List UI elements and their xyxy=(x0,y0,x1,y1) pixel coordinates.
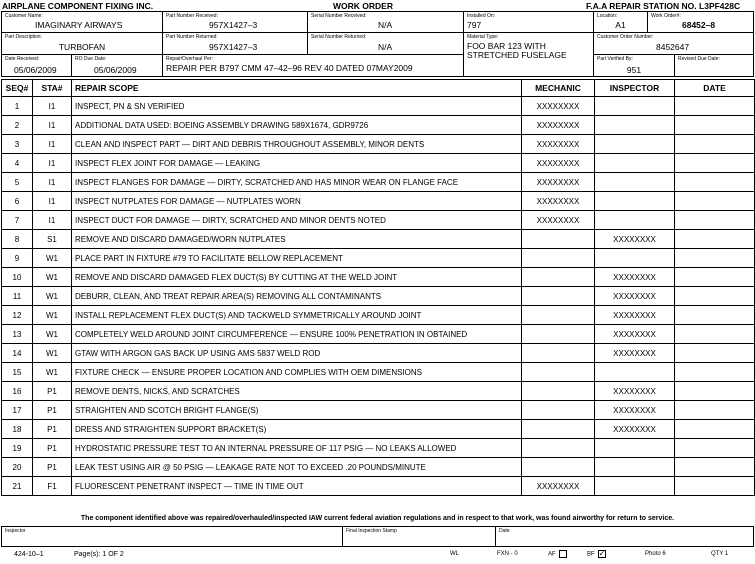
row-repair-scope: INSPECT DUCT FOR DAMAGE — DIRTY, SCRATCHED AND MINOR DENTS NOTED xyxy=(72,211,522,230)
table-row xyxy=(2,382,755,401)
row-inspector: XXXXXXXX xyxy=(595,287,675,306)
row-seq: 16 xyxy=(2,382,33,401)
row-mechanic xyxy=(522,249,595,268)
row-seq: 13 xyxy=(2,325,33,344)
qty-field: QTY 1 xyxy=(711,551,729,557)
sn-returned-value: N/A xyxy=(378,42,393,52)
row-repair-scope: CLEAN AND INSPECT PART — DIRT AND DEBRIS THROUGHOUT ASSEMBLY, MINOR DENTS xyxy=(72,135,522,154)
installed-on-box xyxy=(463,11,594,33)
row-date xyxy=(675,439,755,458)
table-row xyxy=(2,249,755,268)
material-type-value-line2: STRETCHED FUSELAGE xyxy=(467,50,567,60)
repair-per-label: Repair/Overhaul Per: xyxy=(166,56,213,62)
row-seq: 10 xyxy=(2,268,33,287)
installed-on-value: 797 xyxy=(467,20,482,30)
col-sta: STA# xyxy=(33,80,72,97)
row-sta: W1 xyxy=(33,325,72,344)
col-inspector: INSPECTOR xyxy=(595,80,675,97)
row-sta: W1 xyxy=(33,268,72,287)
table-row xyxy=(2,287,755,306)
row-seq: 5 xyxy=(2,173,33,192)
row-date xyxy=(675,363,755,382)
table-body xyxy=(2,97,755,496)
af-label: AF xyxy=(548,551,556,558)
row-repair-scope: REMOVE AND DISCARD DAMAGED/WORN NUTPLATES xyxy=(72,230,522,249)
row-inspector: XXXXXXXX xyxy=(595,306,675,325)
row-date xyxy=(675,154,755,173)
af-checkbox[interactable] xyxy=(559,550,567,558)
sn-received-box xyxy=(307,11,464,33)
row-mechanic xyxy=(522,382,595,401)
row-mechanic xyxy=(522,287,595,306)
row-sta: F1 xyxy=(33,477,72,496)
row-date xyxy=(675,477,755,496)
table-row xyxy=(2,439,755,458)
row-date xyxy=(675,230,755,249)
row-seq: 14 xyxy=(2,344,33,363)
table-header-row xyxy=(2,80,755,97)
sn-received-value: N/A xyxy=(378,20,393,30)
table-row xyxy=(2,230,755,249)
row-sta: I1 xyxy=(33,135,72,154)
row-mechanic xyxy=(522,401,595,420)
row-mechanic: XXXXXXXX xyxy=(522,135,595,154)
part-verified-box xyxy=(593,54,675,77)
customer-name-box xyxy=(1,11,163,33)
certification-statement: The component identified above was repaired/overhauled/inspected IAW current federal aviation regulations and in respect to that work, was found airworthy for return to service. xyxy=(80,515,675,522)
row-inspector xyxy=(595,154,675,173)
sn-returned-box xyxy=(307,32,464,55)
row-mechanic: XXXXXXXX xyxy=(522,477,595,496)
col-mechanic: MECHANIC xyxy=(522,80,595,97)
row-inspector xyxy=(595,211,675,230)
part-description-label: Part Description: xyxy=(5,34,42,40)
part-verified-value: 951 xyxy=(626,65,642,75)
pn-returned-value: 957X1427–3 xyxy=(209,42,258,52)
table-row xyxy=(2,173,755,192)
material-type-label: Material Type: xyxy=(467,34,499,40)
part-description-value: TURBOFAN xyxy=(58,42,106,52)
customer-order-label: Customer Order Number: xyxy=(597,34,654,40)
table-row xyxy=(2,344,755,363)
bf-label: BF xyxy=(587,551,595,558)
row-mechanic: XXXXXXXX xyxy=(522,97,595,116)
row-inspector: XXXXXXXX xyxy=(595,382,675,401)
location-value: A1 xyxy=(615,20,626,30)
row-seq: 21 xyxy=(2,477,33,496)
document-title: WORK ORDER xyxy=(333,1,393,11)
row-sta: W1 xyxy=(33,306,72,325)
row-sta: P1 xyxy=(33,458,72,477)
row-inspector xyxy=(595,173,675,192)
row-repair-scope: PLACE PART IN FIXTURE #79 TO FACILITATE BELLOW REPLACEMENT xyxy=(72,249,522,268)
col-repair-scope: REPAIR SCOPE xyxy=(72,80,522,97)
form-number: 424-10–1 xyxy=(14,551,44,558)
row-date xyxy=(675,401,755,420)
row-seq: 1 xyxy=(2,97,33,116)
repair-station-number: F.A.A REPAIR STATION NO. L3PF428C xyxy=(586,1,741,11)
row-inspector: XXXXXXXX xyxy=(595,268,675,287)
row-date xyxy=(675,382,755,401)
revised-due-label: Revised Due Date: xyxy=(678,56,720,62)
company-name: AIRPLANE COMPONENT FIXING INC. xyxy=(2,1,154,11)
row-seq: 6 xyxy=(2,192,33,211)
row-sta: I1 xyxy=(33,173,72,192)
row-date xyxy=(675,135,755,154)
ro-due-box xyxy=(71,54,163,77)
date-received-label: Date Received: xyxy=(5,56,40,62)
table-row xyxy=(2,268,755,287)
row-mechanic xyxy=(522,325,595,344)
row-sta: S1 xyxy=(33,230,72,249)
work-order-value: 68452–8 xyxy=(682,20,716,30)
row-date xyxy=(675,458,755,477)
signoff-date-label: Date xyxy=(499,528,510,534)
row-sta: I1 xyxy=(33,116,72,135)
page-count: Page(s): 1 OF 2 xyxy=(74,551,124,558)
table-row xyxy=(2,306,755,325)
row-repair-scope: COMPLETELY WELD AROUND JOINT CIRCUMFERENCE — ENSURE 100% PENETRATION IN OBTAINED xyxy=(72,325,522,344)
row-date xyxy=(675,249,755,268)
row-date xyxy=(675,192,755,211)
photo-field: Photo 6 xyxy=(645,551,666,557)
row-repair-scope: INSPECT FLANGES FOR DAMAGE — DIRTY, SCRATCHED AND HAS MINOR WEAR ON FLANGE FACE xyxy=(72,173,522,192)
revised-due-box xyxy=(674,54,754,77)
row-date xyxy=(675,268,755,287)
row-seq: 9 xyxy=(2,249,33,268)
sn-returned-label: Serial Number Returned: xyxy=(311,34,367,40)
row-date xyxy=(675,420,755,439)
row-mechanic: XXXXXXXX xyxy=(522,211,595,230)
row-date xyxy=(675,325,755,344)
row-inspector xyxy=(595,249,675,268)
table-row xyxy=(2,135,755,154)
row-inspector: XXXXXXXX xyxy=(595,401,675,420)
row-seq: 7 xyxy=(2,211,33,230)
table-row xyxy=(2,420,755,439)
customer-order-box xyxy=(593,32,754,55)
row-date xyxy=(675,287,755,306)
row-seq: 2 xyxy=(2,116,33,135)
table-row xyxy=(2,116,755,135)
location-label: Location: xyxy=(597,13,618,19)
row-sta: P1 xyxy=(33,439,72,458)
row-sta: P1 xyxy=(33,401,72,420)
row-inspector xyxy=(595,192,675,211)
table-row xyxy=(2,192,755,211)
row-mechanic: XXXXXXXX xyxy=(522,154,595,173)
row-sta: I1 xyxy=(33,154,72,173)
row-repair-scope: LEAK TEST USING AIR @ 50 PSIG — LEAKAGE RATE NOT TO EXCEED .20 POUNDS/MINUTE xyxy=(72,458,522,477)
row-inspector: XXXXXXXX xyxy=(595,420,675,439)
table-row xyxy=(2,325,755,344)
row-inspector: XXXXXXXX xyxy=(595,344,675,363)
work-order-box xyxy=(647,11,754,33)
row-repair-scope: GTAW WITH ARGON GAS BACK UP USING AMS 5837 WELD ROD xyxy=(72,344,522,363)
row-inspector xyxy=(595,135,675,154)
table-row xyxy=(2,363,755,382)
bf-field xyxy=(587,550,606,558)
date-received-box xyxy=(1,54,72,77)
row-repair-scope: INSPECT, PN & SN VERIFIED xyxy=(72,97,522,116)
row-inspector: XXXXXXXX xyxy=(595,230,675,249)
row-date xyxy=(675,344,755,363)
row-repair-scope: INSPECT FLEX JOINT FOR DAMAGE — LEAKING xyxy=(72,154,522,173)
row-date xyxy=(675,97,755,116)
row-inspector xyxy=(595,116,675,135)
work-order-label: Work Order#: xyxy=(651,13,681,19)
repair-per-value: REPAIR PER B797 CMM 47–42–96 REV 40 DATED 07MAY2009 xyxy=(166,63,413,73)
af-field xyxy=(548,550,567,558)
row-inspector xyxy=(595,363,675,382)
table-row xyxy=(2,97,755,116)
row-seq: 17 xyxy=(2,401,33,420)
row-mechanic xyxy=(522,268,595,287)
final-inspection-stamp-box[interactable] xyxy=(342,526,496,547)
row-seq: 4 xyxy=(2,154,33,173)
row-repair-scope: DEBURR, CLEAN, AND TREAT REPAIR AREA(S) REMOVING ALL CONTAMINANTS xyxy=(72,287,522,306)
row-sta: W1 xyxy=(33,363,72,382)
ro-due-value: 05/06/2009 xyxy=(94,65,137,75)
row-inspector: XXXXXXXX xyxy=(595,325,675,344)
row-sta: W1 xyxy=(33,287,72,306)
sn-received-label: Serial Number Received: xyxy=(311,13,367,19)
location-box xyxy=(593,11,648,33)
row-seq: 11 xyxy=(2,287,33,306)
row-mechanic xyxy=(522,306,595,325)
row-mechanic: XXXXXXXX xyxy=(522,116,595,135)
row-seq: 19 xyxy=(2,439,33,458)
pn-received-value: 957X1427–3 xyxy=(209,20,258,30)
row-inspector xyxy=(595,458,675,477)
row-date xyxy=(675,116,755,135)
repair-per-box xyxy=(162,54,464,77)
material-type-box xyxy=(463,32,594,77)
row-repair-scope: FLUORESCENT PENETRANT INSPECT — TIME IN TIME OUT xyxy=(72,477,522,496)
col-date: DATE xyxy=(675,80,755,97)
pn-returned-box xyxy=(162,32,308,55)
pn-received-label: Part Number Received: xyxy=(166,13,218,19)
bf-checkbox[interactable]: ✓ xyxy=(598,549,606,558)
row-repair-scope: INSTALL REPLACEMENT FLEX DUCT(S) AND TACKWELD SYMMETRICALLY AROUND JOINT xyxy=(72,306,522,325)
row-date xyxy=(675,173,755,192)
col-seq: SEQ# xyxy=(2,80,33,97)
row-seq: 18 xyxy=(2,420,33,439)
row-sta: W1 xyxy=(33,344,72,363)
row-repair-scope: REMOVE DENTS, NICKS, AND SCRATCHES xyxy=(72,382,522,401)
row-sta: P1 xyxy=(33,420,72,439)
row-inspector xyxy=(595,477,675,496)
table-row xyxy=(2,401,755,420)
customer-name-label: Customer Name: xyxy=(5,13,43,19)
row-inspector xyxy=(595,439,675,458)
row-sta: I1 xyxy=(33,97,72,116)
row-mechanic xyxy=(522,458,595,477)
part-description-box xyxy=(1,32,163,55)
row-mechanic xyxy=(522,230,595,249)
row-repair-scope: ADDITIONAL DATA USED: BOEING ASSEMBLY DRAWING 589X1674, GDR9726 xyxy=(72,116,522,135)
inspector-signature-box[interactable] xyxy=(1,526,343,547)
row-sta: I1 xyxy=(33,192,72,211)
row-seq: 12 xyxy=(2,306,33,325)
row-seq: 8 xyxy=(2,230,33,249)
material-type-value-line1: FOO BAR 123 WITH xyxy=(467,41,546,51)
customer-order-value: 8452647 xyxy=(656,42,690,52)
row-mechanic: XXXXXXXX xyxy=(522,173,595,192)
row-mechanic xyxy=(522,363,595,382)
table-row xyxy=(2,154,755,173)
inspector-label: Inspector xyxy=(5,528,26,534)
row-repair-scope: STRAIGHTEN AND SCOTCH BRIGHT FLANGE(S) xyxy=(72,401,522,420)
row-repair-scope: HYDROSTATIC PRESSURE TEST TO AN INTERNAL PRESSURE OF 117 PSIG — NO LEAKS ALLOWED xyxy=(72,439,522,458)
pn-returned-label: Part Number Returned: xyxy=(166,34,218,40)
row-sta: I1 xyxy=(33,211,72,230)
table-row xyxy=(2,477,755,496)
row-mechanic xyxy=(522,344,595,363)
fxn-field: FXN - 0 xyxy=(497,551,518,557)
final-inspection-stamp-label: Final Inspection Stamp xyxy=(346,528,397,534)
row-date xyxy=(675,306,755,325)
signoff-date-box[interactable] xyxy=(495,526,754,547)
part-verified-label: Part Verified By: xyxy=(597,56,633,62)
row-sta: P1 xyxy=(33,382,72,401)
row-seq: 3 xyxy=(2,135,33,154)
row-mechanic xyxy=(522,439,595,458)
row-repair-scope: DRESS AND STRAIGHTEN SUPPORT BRACKET(S) xyxy=(72,420,522,439)
row-mechanic: XXXXXXXX xyxy=(522,192,595,211)
customer-name-value: IMAGINARY AIRWAYS xyxy=(35,20,123,30)
ro-due-label: RO Due Date: xyxy=(75,56,107,62)
row-inspector xyxy=(595,97,675,116)
pn-received-box xyxy=(162,11,308,33)
row-repair-scope: FIXTURE CHECK — ENSURE PROPER LOCATION AND COMPLIES WITH OEM DIMENSIONS xyxy=(72,363,522,382)
row-date xyxy=(675,211,755,230)
installed-on-label: Installed On: xyxy=(467,13,496,19)
table-row xyxy=(2,458,755,477)
row-sta: W1 xyxy=(33,249,72,268)
repair-scope-table xyxy=(1,79,755,496)
row-mechanic xyxy=(522,420,595,439)
table-row xyxy=(2,211,755,230)
row-seq: 20 xyxy=(2,458,33,477)
row-seq: 15 xyxy=(2,363,33,382)
wl-field: WL xyxy=(450,551,459,557)
date-received-value: 05/06/2009 xyxy=(14,65,57,75)
row-repair-scope: INSPECT NUTPLATES FOR DAMAGE — NUTPLATES WORN xyxy=(72,192,522,211)
row-repair-scope: REMOVE AND DISCARD DAMAGED FLEX DUCT(S) BY CUTTING AT THE WELD JOINT xyxy=(72,268,522,287)
